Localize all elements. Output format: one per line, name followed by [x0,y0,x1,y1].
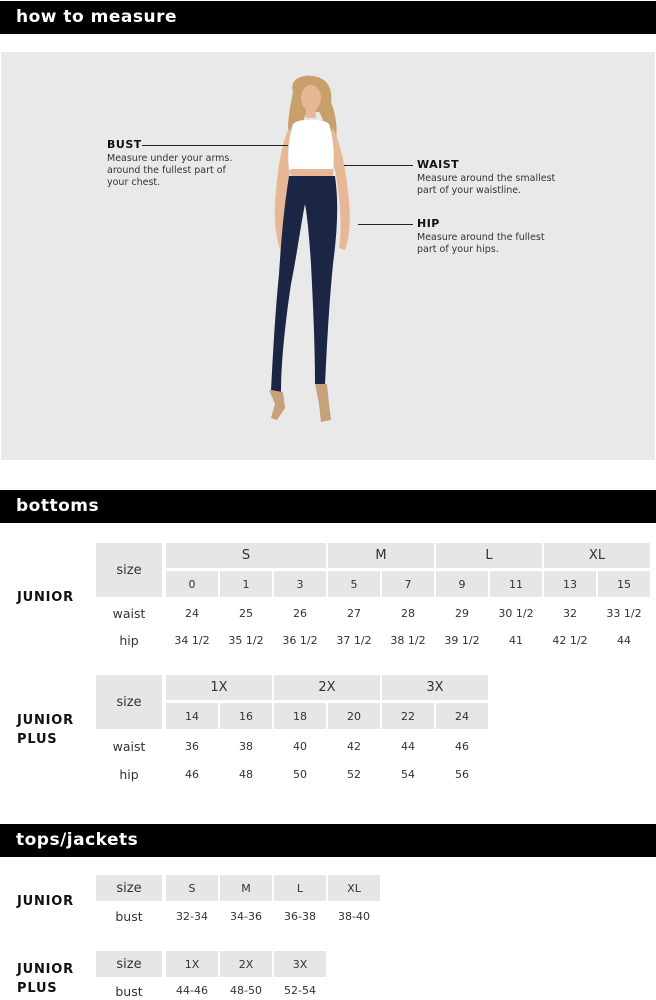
waist-value: 24 [185,606,199,620]
size-cell: 3 [274,571,326,597]
size-group-header: L [436,543,542,568]
size-cell: 15 [598,571,650,597]
measure-illustration-panel [1,52,655,460]
size-cell: 9 [436,571,488,597]
waist-title: WAIST [417,158,460,171]
waist-value: 44 [401,739,415,753]
tops-junior-plus-size-label: size [96,951,162,977]
bottoms-junior-label: JUNIOR [17,590,74,605]
bust-value: 32-34 [176,909,208,923]
bottoms-junior-plus-size-label: size [96,675,162,729]
hip-value: 48 [239,767,253,781]
size-group-header: 3X [382,675,488,700]
tops-junior-plus-label: JUNIOR PLUS [17,962,74,996]
how-to-measure-header: how to measure [0,1,656,34]
waist-value: 46 [455,739,469,753]
bottoms-junior-hip-label: hip [119,632,139,648]
hip-value: 35 1/2 [228,633,264,647]
waist-value: 38 [239,739,253,753]
hip-value: 34 1/2 [174,633,210,647]
size-cell: 24 [436,703,488,729]
hip-value: 46 [185,767,199,781]
bottoms-junior-plus-waist-label: waist [112,738,146,754]
waist-value: 27 [347,606,361,620]
tops-junior-size-label: size [96,875,162,901]
bust-value: 38-40 [338,909,370,923]
tops-junior-bust-label: bust [115,908,143,924]
size-cell: 16 [220,703,272,729]
size-cell: 20 [328,703,380,729]
size-cell: 14 [166,703,218,729]
waist-callout [417,158,555,197]
waist-value: 36 [185,739,199,753]
hip-value: 38 1/2 [390,633,426,647]
hip-value: 52 [347,767,361,781]
size-group-header: M [328,543,434,568]
tops-junior-label: JUNIOR [17,894,74,909]
waist-value: 33 1/2 [606,606,642,620]
hip-leader-line [358,224,413,225]
waist-leader-line [344,165,413,166]
bust-value: 52-54 [284,983,316,997]
hip-description: Measure around the fullest part of your hips. [417,232,545,255]
size-cell: 0 [166,571,218,597]
bust-value: 34-36 [230,909,262,923]
waist-value: 42 [347,739,361,753]
size-cell: 5 [328,571,380,597]
waist-value: 25 [239,606,253,620]
hip-value: 54 [401,767,415,781]
waist-value: 29 [455,606,469,620]
bottoms-junior-size-label: size [96,543,162,597]
size-group-header: 1X [166,675,272,700]
hip-value: 41 [509,633,523,647]
bust-description: Measure under your arms. around the fullest part of your chest. [107,153,233,188]
hip-value: 36 1/2 [282,633,318,647]
waist-value: 32 [563,606,577,620]
waist-value: 40 [293,739,307,753]
bottoms-junior-plus-label: JUNIOR PLUS [17,713,74,747]
size-cell: S [166,875,218,901]
size-cell: 1 [220,571,272,597]
waist-value: 30 1/2 [498,606,534,620]
tops-jackets-header: tops/jackets [0,824,656,857]
hip-value: 44 [617,633,631,647]
size-cell: M [220,875,272,901]
size-cell: XL [328,875,380,901]
bust-title: BUST [107,138,142,151]
hip-value: 50 [293,767,307,781]
bust-value: 36-38 [284,909,316,923]
model-figure [241,74,381,434]
bottoms-junior-waist-label: waist [112,605,146,621]
size-cell: L [274,875,326,901]
bust-value: 48-50 [230,983,262,997]
tops-junior-plus-bust-label: bust [115,983,143,999]
size-cell: 11 [490,571,542,597]
size-group-header: XL [544,543,650,568]
hip-title: HIP [417,217,440,230]
size-cell: 3X [274,951,326,977]
bust-leader-line [142,145,288,146]
waist-value: 26 [293,606,307,620]
bottoms-header: bottoms [0,490,656,523]
size-group-header: 2X [274,675,380,700]
hip-value: 37 1/2 [336,633,372,647]
size-cell: 1X [166,951,218,977]
hip-callout [417,217,545,256]
size-group-header: S [166,543,326,568]
bust-value: 44-46 [176,983,208,997]
size-cell: 13 [544,571,596,597]
waist-description: Measure around the smallest part of your waistline. [417,173,556,196]
hip-value: 56 [455,767,469,781]
size-cell: 7 [382,571,434,597]
size-cell: 22 [382,703,434,729]
bottoms-junior-plus-hip-label: hip [119,766,139,782]
hip-value: 39 1/2 [444,633,480,647]
size-cell: 18 [274,703,326,729]
waist-value: 28 [401,606,415,620]
size-cell: 2X [220,951,272,977]
hip-value: 42 1/2 [552,633,588,647]
